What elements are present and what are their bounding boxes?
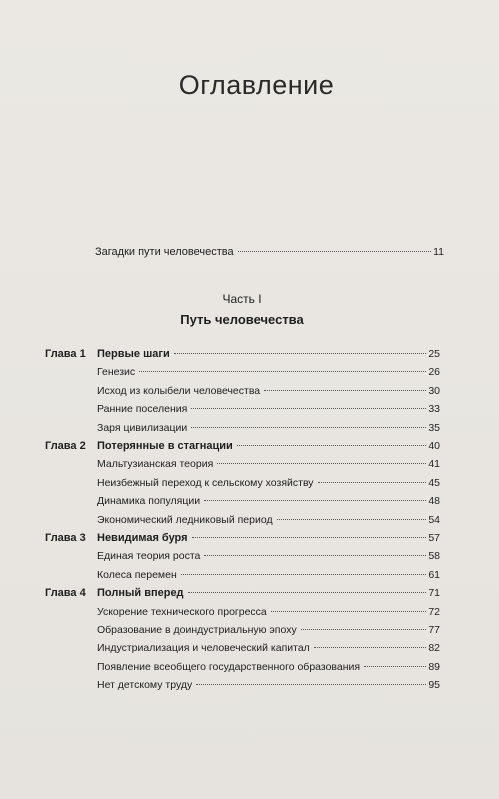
toc-entry-page: 77 bbox=[428, 624, 440, 636]
toc-entry-title: Невидимая буря bbox=[97, 532, 188, 544]
chapter-label: Глава 3 bbox=[45, 532, 86, 544]
toc-entry bbox=[97, 624, 440, 636]
dot-leader bbox=[196, 684, 426, 685]
dot-leader bbox=[188, 592, 427, 593]
toc-entry-title: Загадки пути человечества bbox=[95, 246, 234, 258]
toc-entry bbox=[97, 661, 440, 673]
toc-entry-page: 25 bbox=[428, 348, 440, 360]
toc-entry-title: Появление всеобщего государственного образования bbox=[97, 660, 361, 673]
toc-section-row[interactable] bbox=[0, 422, 499, 440]
toc-entry-title: Первые шаги bbox=[97, 348, 170, 360]
toc-entry-page: 57 bbox=[428, 532, 440, 544]
toc-entry-title: Экономический ледниковый период bbox=[97, 513, 273, 526]
toc-section-row[interactable] bbox=[0, 569, 499, 587]
dot-leader bbox=[191, 427, 426, 428]
toc-section-row[interactable] bbox=[0, 477, 499, 495]
toc-entry-page: 45 bbox=[428, 476, 440, 489]
toc-entry-title: Индустриализация и человеческий капитал bbox=[97, 642, 310, 655]
dot-leader bbox=[181, 574, 427, 575]
toc-section-row[interactable] bbox=[0, 661, 499, 679]
toc-entry bbox=[97, 422, 440, 434]
toc-entry bbox=[97, 642, 440, 654]
toc-section-row[interactable] bbox=[0, 385, 499, 403]
toc-entry-page: 41 bbox=[428, 458, 440, 471]
toc-chapter-row[interactable] bbox=[0, 348, 499, 366]
toc-section-row[interactable] bbox=[0, 606, 499, 624]
toc-entry-page: 35 bbox=[428, 421, 440, 434]
toc-section-row[interactable] bbox=[0, 642, 499, 660]
toc-section-row[interactable] bbox=[0, 679, 499, 697]
toc-entry-title: Единая теория роста bbox=[97, 550, 201, 563]
dot-leader bbox=[237, 445, 427, 446]
toc-entry-page: 11 bbox=[433, 246, 444, 258]
dot-leader bbox=[204, 555, 426, 556]
dot-leader bbox=[238, 251, 431, 252]
toc-entry-page: 58 bbox=[428, 550, 440, 563]
dot-leader bbox=[264, 390, 426, 391]
toc-entry-page: 33 bbox=[428, 403, 440, 416]
toc-entry-title: Динамика популяции bbox=[97, 495, 201, 508]
toc-entry-title: Неизбежный переход к сельскому хозяйству bbox=[97, 476, 314, 489]
toc-entry-page: 71 bbox=[428, 587, 440, 600]
toc-section-row[interactable] bbox=[0, 403, 499, 421]
toc-entry-page: 89 bbox=[428, 660, 440, 673]
toc-intro-entry[interactable] bbox=[95, 246, 444, 258]
toc-entry-title: Нет детскому труду bbox=[97, 679, 193, 692]
dot-leader bbox=[277, 519, 427, 520]
chapter-label: Глава 2 bbox=[45, 440, 86, 452]
toc-entry-page: 61 bbox=[428, 568, 440, 581]
toc-chapter-row[interactable] bbox=[0, 587, 499, 605]
toc-entry-page: 82 bbox=[428, 642, 440, 655]
toc-entry-page: 72 bbox=[428, 605, 440, 618]
toc-entry-title: Исход из колыбели человечества bbox=[97, 384, 261, 397]
toc-section-row[interactable] bbox=[0, 366, 499, 384]
toc-entry-page: 26 bbox=[428, 366, 440, 379]
toc-entry-title: Генезис bbox=[97, 366, 136, 379]
dot-leader bbox=[301, 629, 427, 630]
toc-entry bbox=[97, 366, 440, 378]
toc-section-row[interactable] bbox=[0, 550, 499, 568]
toc-entry bbox=[97, 550, 440, 562]
toc-entry bbox=[97, 440, 440, 452]
toc-entry-title: Образование в доиндустриальную эпоху bbox=[97, 624, 297, 636]
dot-leader bbox=[217, 463, 426, 464]
toc-entry bbox=[97, 606, 440, 618]
toc-entry bbox=[97, 679, 440, 691]
toc-entry bbox=[97, 348, 440, 360]
toc-section-row[interactable] bbox=[0, 495, 499, 513]
toc-entry bbox=[97, 569, 440, 581]
chapter-label: Глава 1 bbox=[45, 348, 86, 360]
toc-entry-title: Ускорение технического прогресса bbox=[97, 605, 267, 618]
chapter-label: Глава 4 bbox=[45, 587, 86, 600]
toc-section-row[interactable] bbox=[0, 514, 499, 532]
page-heading: Оглавление bbox=[178, 70, 335, 100]
toc-entry-page: 95 bbox=[428, 679, 440, 692]
toc-entry bbox=[97, 458, 440, 470]
toc-entry bbox=[97, 587, 440, 599]
toc-entry-title: Потерянные в стагнации bbox=[97, 440, 233, 452]
toc-section-row[interactable] bbox=[0, 624, 499, 642]
dot-leader bbox=[174, 353, 427, 354]
toc-entry bbox=[97, 385, 440, 397]
dot-leader bbox=[139, 371, 426, 372]
toc-chapter-row[interactable] bbox=[0, 532, 499, 550]
toc-entry-title: Колеса перемен bbox=[97, 568, 177, 581]
dot-leader bbox=[364, 666, 426, 667]
toc-entry-title: Мальтузианская теория bbox=[97, 458, 214, 471]
dot-leader bbox=[191, 408, 426, 409]
dot-leader bbox=[204, 500, 426, 501]
toc-entry-page: 48 bbox=[428, 495, 440, 508]
toc-entry bbox=[97, 495, 440, 507]
toc-entry-title: Ранние поселения bbox=[97, 403, 188, 416]
dot-leader bbox=[318, 482, 427, 483]
toc-entry-page: 40 bbox=[428, 440, 440, 452]
toc-section-row[interactable] bbox=[0, 458, 499, 476]
toc-entry bbox=[97, 403, 440, 415]
toc-entry bbox=[97, 477, 440, 489]
toc-entry-page: 54 bbox=[428, 513, 440, 526]
part-title: Путь человечества bbox=[180, 312, 304, 327]
toc-entry-title: Заря цивилизации bbox=[97, 421, 188, 434]
dot-leader bbox=[314, 647, 427, 648]
toc-entry bbox=[97, 532, 440, 544]
toc-entry-page: 30 bbox=[428, 384, 440, 397]
toc-entry-title: Полный вперед bbox=[97, 587, 184, 600]
dot-leader bbox=[271, 611, 427, 612]
dot-leader bbox=[192, 537, 427, 538]
part-label: Часть I bbox=[222, 292, 262, 306]
toc-entry bbox=[97, 514, 440, 526]
toc-chapter-row[interactable] bbox=[0, 440, 499, 458]
